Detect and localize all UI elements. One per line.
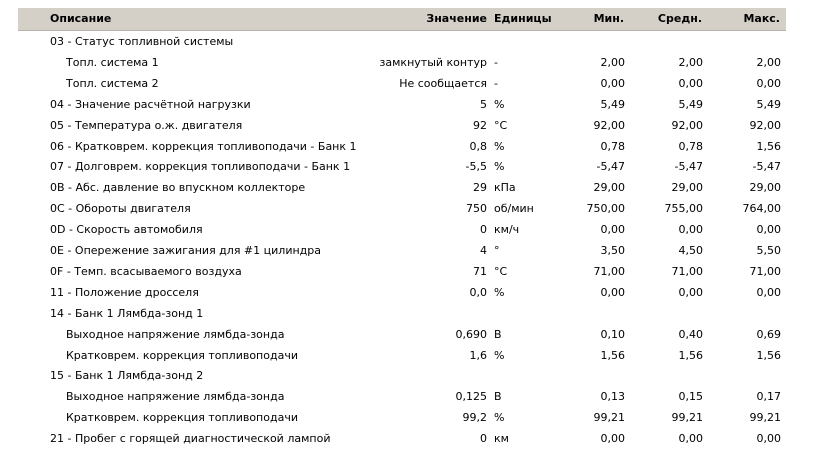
row-avg: 0,00: [678, 432, 703, 446]
row-min: 5,49: [600, 97, 625, 111]
row-min: 750,00: [586, 202, 625, 216]
row-value: 0,8: [469, 139, 487, 153]
row-description: 0B - Абс. давление во впускном коллекторе: [50, 181, 306, 195]
table-row[interactable]: [0, 177, 828, 198]
row-units: %: [494, 411, 505, 425]
row-units: кПа: [494, 181, 516, 195]
row-units: -: [494, 55, 498, 69]
table-header: [18, 8, 786, 31]
row-min: 0,00: [600, 223, 625, 237]
row-description: 21 - Пробег с горящей диагностической лампой: [50, 432, 331, 446]
row-units: %: [494, 348, 505, 362]
row-max: 92,00: [749, 118, 781, 132]
row-min: 29,00: [593, 181, 625, 195]
row-max: 0,69: [756, 327, 781, 341]
row-description: Выходное напряжение лямбда-зонда: [66, 390, 285, 404]
row-max: 1,56: [756, 348, 781, 362]
row-avg: 71,00: [671, 264, 703, 278]
column-header-min[interactable]: Мин.: [593, 12, 624, 25]
table-row[interactable]: [0, 303, 828, 324]
row-avg: -5,47: [674, 160, 703, 174]
row-units: %: [494, 139, 505, 153]
row-description: 0F - Темп. всасываемого воздуха: [50, 264, 242, 278]
row-min: 0,10: [600, 327, 625, 341]
row-description: 04 - Значение расчётной нагрузки: [50, 97, 251, 111]
row-value: 0,0: [469, 285, 487, 299]
row-value: 5: [480, 97, 487, 111]
row-avg: 0,40: [678, 327, 703, 341]
table-row[interactable]: [0, 261, 828, 282]
row-avg: 2,00: [678, 55, 703, 69]
row-avg: 1,56: [678, 348, 703, 362]
row-value: Не сообщается: [399, 76, 487, 90]
row-units: °C: [494, 264, 508, 278]
row-max: 71,00: [749, 264, 781, 278]
column-header-max[interactable]: Макс.: [743, 12, 780, 25]
table-row[interactable]: [0, 365, 828, 386]
row-description: 0E - Опережение зажигания для #1 цилиндра: [50, 244, 321, 257]
row-value: 750: [466, 202, 487, 216]
table-row[interactable]: [0, 345, 828, 366]
row-description: 0D - Скорость автомобиля: [50, 223, 203, 237]
row-max: 99,21: [749, 411, 781, 425]
table-row[interactable]: [0, 156, 828, 177]
row-value: 71: [473, 264, 487, 278]
row-description: 03 - Статус топливной системы: [50, 35, 234, 48]
row-description: 0C - Обороты двигателя: [50, 202, 191, 216]
row-value: 99,2: [462, 411, 487, 425]
row-units: км/ч: [494, 223, 520, 237]
row-description: Топл. система 1: [66, 55, 159, 69]
row-min: 0,00: [600, 432, 625, 446]
row-description: 06 - Кратковрем. коррекция топливоподачи - Банк 1: [50, 139, 357, 153]
row-min: 0,78: [600, 139, 625, 153]
row-description: Кратковрем. коррекция топливоподачи: [66, 411, 298, 425]
row-max: 5,49: [756, 97, 781, 111]
row-units: °C: [494, 118, 508, 132]
row-units: °: [494, 244, 500, 257]
table-row[interactable]: [0, 428, 828, 449]
row-max: 764,00: [742, 202, 781, 216]
row-min: 1,56: [600, 348, 625, 362]
row-description: Топл. система 2: [66, 76, 159, 90]
row-min: 2,00: [600, 55, 625, 69]
row-min: 0,00: [600, 285, 625, 299]
row-max: 0,00: [756, 76, 781, 90]
table-row[interactable]: [0, 198, 828, 219]
row-value: 4: [480, 244, 487, 257]
row-units: %: [494, 160, 505, 174]
row-max: 0,00: [756, 432, 781, 446]
column-header-description[interactable]: Описание: [50, 12, 112, 25]
row-avg: 0,00: [678, 223, 703, 237]
table-row[interactable]: [0, 219, 828, 240]
row-max: 0,00: [756, 223, 781, 237]
row-min: -5,47: [596, 160, 625, 174]
row-max: 5,50: [756, 244, 781, 257]
table-row[interactable]: [0, 240, 828, 261]
row-description: Кратковрем. коррекция топливоподачи: [66, 348, 298, 362]
row-avg: 99,21: [671, 411, 703, 425]
table-row[interactable]: [0, 94, 828, 115]
row-units: %: [494, 285, 505, 299]
row-avg: 0,15: [678, 390, 703, 404]
row-units: %: [494, 97, 505, 111]
row-max: 1,56: [756, 139, 781, 153]
row-units: об/мин: [494, 202, 534, 216]
row-value: 0: [480, 432, 487, 446]
table-row[interactable]: [0, 386, 828, 407]
row-units: км: [494, 432, 509, 446]
row-description: 14 - Банк 1 Лямбда-зонд 1: [50, 306, 204, 320]
row-avg: 0,78: [678, 139, 703, 153]
row-avg: 92,00: [671, 118, 703, 132]
row-avg: 0,00: [678, 285, 703, 299]
table-row[interactable]: [0, 31, 828, 52]
row-min: 71,00: [593, 264, 625, 278]
table-row[interactable]: [0, 324, 828, 345]
table-row[interactable]: [0, 136, 828, 157]
table-row[interactable]: [0, 282, 828, 303]
row-description: 15 - Банк 1 Лямбда-зонд 2: [50, 369, 204, 383]
column-header-units[interactable]: Единицы: [494, 12, 552, 25]
row-avg: 5,49: [678, 97, 703, 111]
row-value: 29: [473, 181, 487, 195]
row-value: 0,690: [455, 327, 487, 341]
row-description: 07 - Долговрем. коррекция топливоподачи - Банк 1: [50, 160, 351, 174]
row-units: В: [494, 390, 502, 404]
row-avg: 0,00: [678, 76, 703, 90]
row-max: -5,47: [752, 160, 781, 174]
row-avg: 4,50: [678, 244, 703, 257]
table-row[interactable]: [0, 52, 828, 73]
column-header-avg[interactable]: Средн.: [657, 12, 702, 25]
row-value: 0: [480, 223, 487, 237]
row-value: 1,6: [469, 348, 487, 362]
row-min: 92,00: [593, 118, 625, 132]
row-description: Выходное напряжение лямбда-зонда: [66, 327, 285, 341]
row-max: 29,00: [749, 181, 781, 195]
table-row[interactable]: [0, 407, 828, 428]
row-units: -: [494, 76, 498, 90]
row-value: 0,125: [455, 390, 487, 404]
table-row[interactable]: [0, 115, 828, 136]
row-value: 92: [473, 118, 487, 132]
row-max: 0,17: [756, 390, 781, 404]
column-header-value[interactable]: Значение: [426, 12, 487, 25]
row-value: замкнутый контур: [379, 55, 487, 69]
row-value: -5,5: [465, 160, 487, 174]
row-max: 2,00: [756, 55, 781, 69]
row-min: 0,13: [600, 390, 625, 404]
row-min: 99,21: [593, 411, 625, 425]
row-description: 05 - Температура о.ж. двигателя: [50, 118, 243, 132]
row-avg: 29,00: [671, 181, 703, 195]
row-description: 11 - Положение дросселя: [50, 285, 199, 299]
row-min: 0,00: [600, 76, 625, 90]
row-units: В: [494, 327, 502, 341]
table-row[interactable]: [0, 73, 828, 94]
row-min: 3,50: [600, 244, 625, 257]
row-max: 0,00: [756, 285, 781, 299]
row-avg: 755,00: [664, 202, 703, 216]
